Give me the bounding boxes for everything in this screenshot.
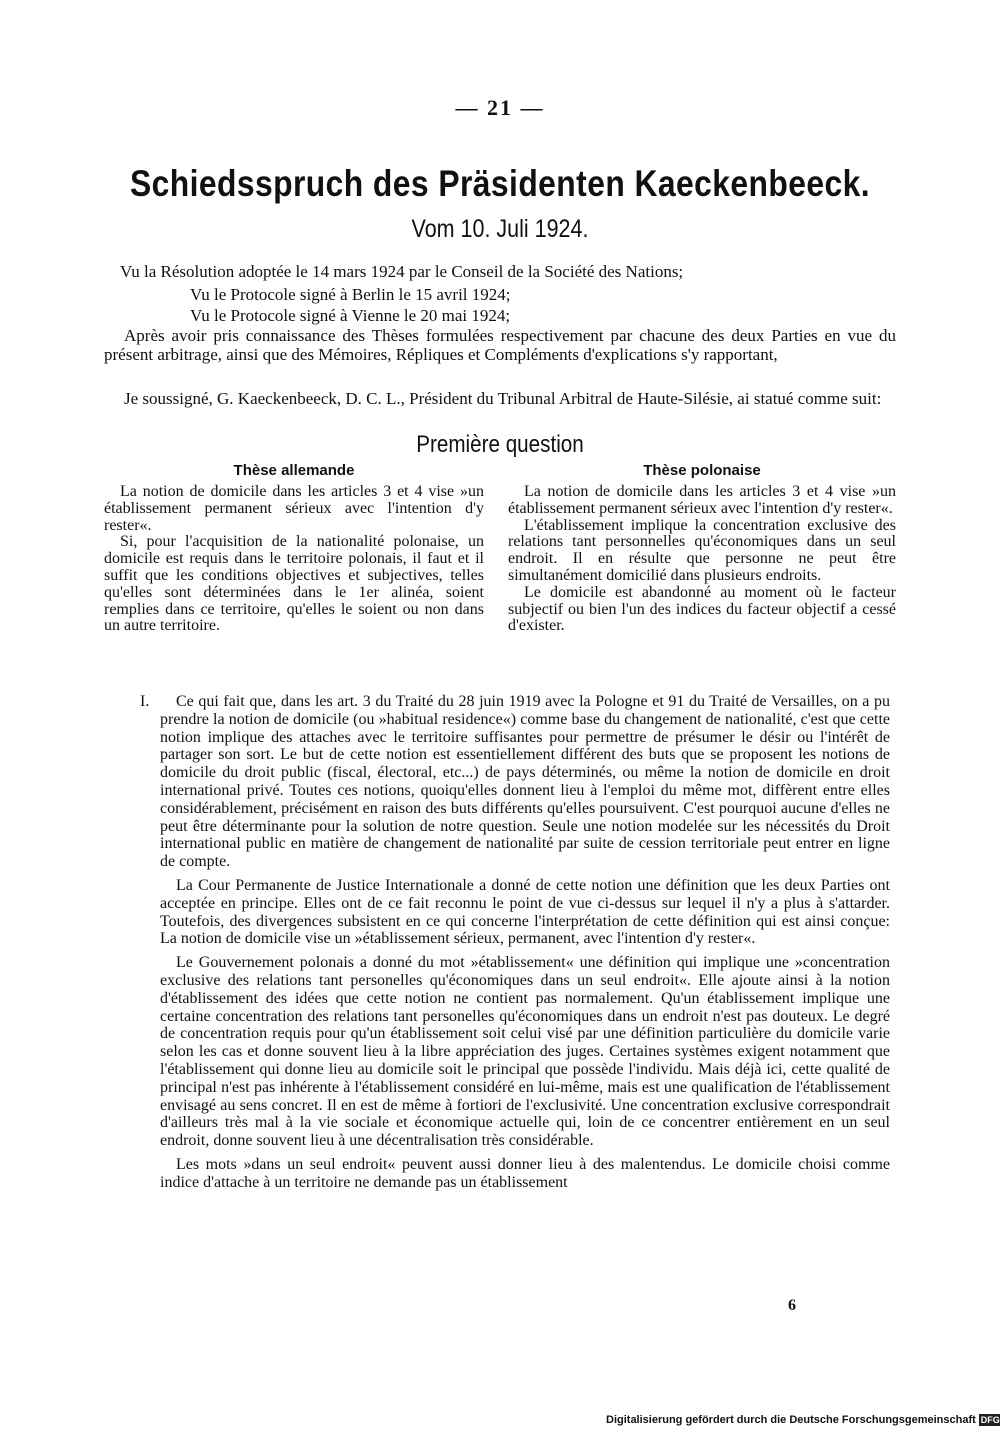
preamble-paragraph-2: Je soussigné, G. Kaeckenbeeck, D. C. L., Président du Tribunal Arbitral de Haute-Silésie, ai statué comme suit: (124, 389, 882, 408)
footer-text: Digitalisierung gefördert durch die Deutsche Forschungsgemeinschaft (606, 1414, 976, 1426)
body-text (160, 693, 890, 1198)
question-heading: Première question (416, 431, 584, 458)
signature-mark: 6 (788, 1297, 796, 1314)
preamble-line-1: Vu la Résolution adoptée le 14 mars 1924 par le Conseil de la Société des Nations; (120, 262, 684, 281)
document-date: Vom 10. Juli 1924. (411, 215, 589, 243)
body-paragraph-2: La Cour Permanente de Justice Internationale a donné de cette notion une définition que les deux Parties ont acceptée en principe. Elles ont de ce fait reconnu le point de vue ci-dessus sur lequel il n'y a plus à s'attarder. Toutefois, des divergences subsistent en ce qui concerne l'interprétation de cette définition qui est ainsi conçue: La notion de domicile vise un »établissement sérieux, permanent, avec l'intention d'y rester«. (160, 876, 890, 948)
thesis-polish-heading: Thèse polonaise (643, 462, 761, 479)
thesis-german-paragraph-2: Si, pour l'acquisition de la nationalité polonaise, un domicile est requis dans le territoire polonais, il faut et il suffit que les conditions objectives et subjectives, telles qu'elles sont déterminées dans le 1er alinéa, soient remplies dans ce territoire, qu'elles le soient ou non dans un autre territoire. (104, 533, 484, 635)
body-paragraph-3: Le Gouvernement polonais a donné du mot »établissement« une définition qui implique une »concentration exclusive des relations tant personelles qu'économiques dans un seul endroit«. Elle ajoute ainsi à la notion d'établissement des idées que cette notion ne contient pas normalement. Qu'un établissement implique une certaine concentration des relations tant personelles qu'économiques dans un endroit n'est pas douteux. Le degré de concentration requis pour qu'un établissement soit celui visé par une définition particulière du domicile varie selon les cas et donne souvent lieu à la libre appréciation des juges. Certaines systèmes exigent notamment que l'établissement qui donne lieu au domicile soit le principal que possède l'individu. Mais déjà ici, cette qualité de principal n'est pas inhérente à l'établissement considéré en lui-même, mais est une qualification de l'établissement envisagé au sens concret. Il en est de même à fortiori de l'exclusivité. Une concentration exclusive correspondrait d'ailleurs très mal à la vie sociale et économique actuelle qui, loin de ce concentrer entièrement en un seul endroit, donne souvent lieu à une décentralisation très considérable. (160, 954, 890, 1150)
document-title: Schiedsspruch des Präsidenten Kaeckenbeeck. (129, 163, 871, 204)
thesis-polish-paragraph-2: L'établissement implique la concentration exclusive des relations tant personnelles qu'économiques dans un seul endroit. Il en résulte que personne ne peut être simultanément domicilié dans plusieurs endroits. (508, 516, 896, 584)
footer-credit (606, 1414, 1000, 1426)
body-paragraph-1: Ce qui fait que, dans les art. 3 du Traité du 28 juin 1919 avec la Pologne et 91 du Traité de Versailles, on a pu prendre la notion de domicile (ou »habitual residence«) comme base du changement de nationalité, c'est que cette notion implique des attaches avec le territoire suffisantes pour permettre de présumer le désir ou l'intérêt de partager son sort. Le but de cette notion est essentiellement différent des buts que se proposent les notions de domicile du droit public (fiscal, électoral, etc...) de pays déterminés, ou même la notion de domicile en droit international privé. Toutes ces notions, quoiqu'elles donnent lieu à l'emploi du même mot, diffèrent entre elles considérablement, précisément en raison des buts différents qu'elles poursuivent. C'est pourquoi aucune d'elles ne peut être déterminante pour la solution de notre question. Seule une notion modelée sur les nécessités du Droit international public en matière de changement de nationalité par suite de cession territoriale peut entrer en ligne de compte. (160, 693, 890, 871)
thesis-polish-column (508, 484, 896, 635)
section-roman-numeral: I. (140, 693, 150, 710)
preamble-line-3: Vu le Protocole signé à Vienne le 20 mai 1924; (190, 306, 511, 325)
thesis-german-heading: Thèse allemande (233, 462, 355, 479)
thesis-polish-paragraph-1: La notion de domicile dans les articles 3 et 4 vise »un établissement permanent sérieux avec l'intention d'y rester«. (508, 483, 896, 517)
preamble-line-2: Vu le Protocole signé à Berlin le 15 avril 1924; (190, 285, 511, 304)
thesis-german-paragraph-1: La notion de domicile dans les articles 3 et 4 vise »un établissement permanent sérieux avec l'intention d'y rester«. (104, 483, 484, 534)
preamble-paragraph-1: Après avoir pris connaissance des Thèses formulées respectivement par chacune des deux Parties en vue du présent arbitrage, ainsi que des Mémoires, Répliques et Compléments d'explications s'y rapportant, (104, 326, 896, 364)
thesis-german-column (104, 484, 484, 635)
dfg-logo: DFG (980, 1415, 1000, 1426)
body-paragraph-4: Les mots »dans un seul endroit« peuvent aussi donner lieu à des malentendus. Le domicile choisi comme indice d'attache à un territoire ne demande pas un établissement (160, 1155, 890, 1191)
thesis-polish-paragraph-3: Le domicile est abandonné au moment où le facteur subjectif ou bien l'un des indices du facteur objectif a cessé d'exister. (508, 583, 896, 635)
page-number: — 21 — (455, 95, 545, 120)
